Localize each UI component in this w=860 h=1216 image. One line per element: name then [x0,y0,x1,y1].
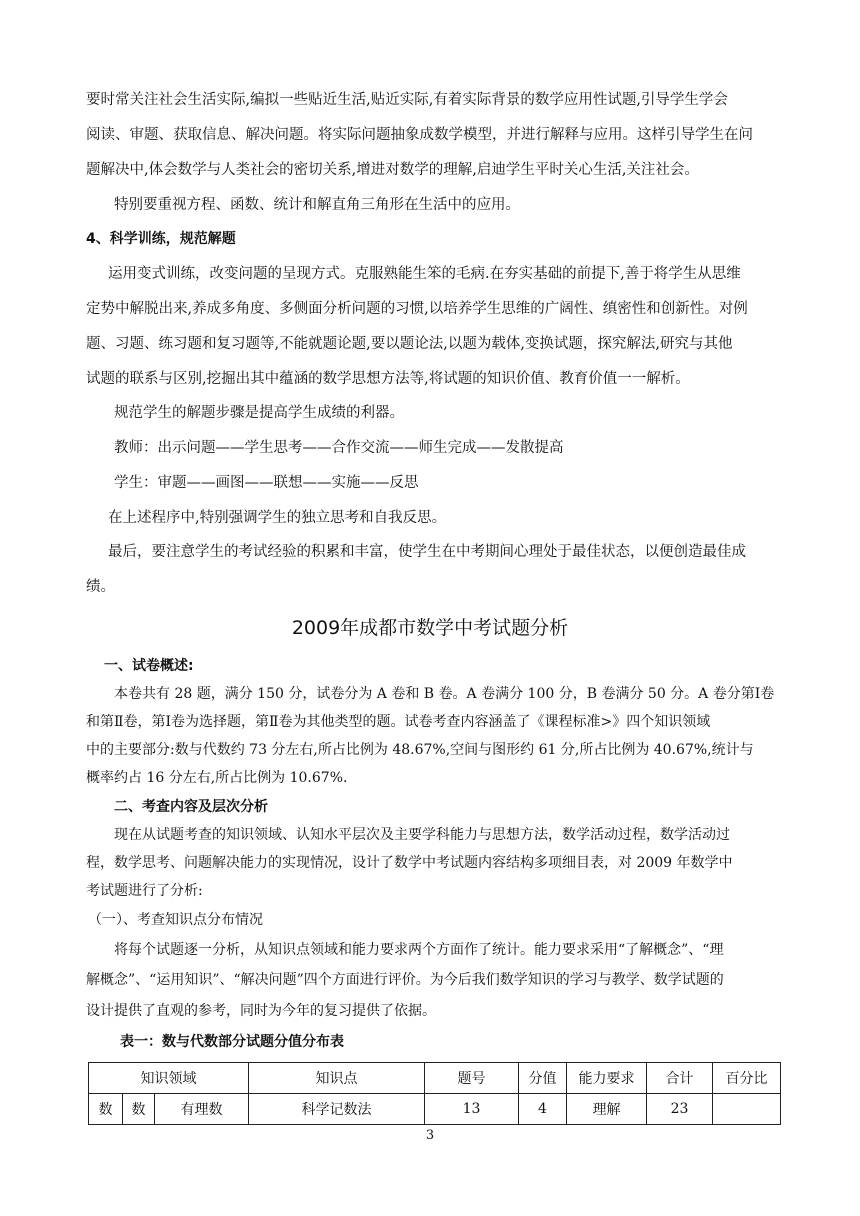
paragraph-line: 最后，要注意学生的考试经验的积累和丰富，使学生在中考期间心理处于最佳状态，以便创造最佳成 [108,544,746,560]
header-cell: 题号 [425,1063,519,1094]
header-cell: 百分比 [713,1063,781,1094]
paragraph-line: 特别要重视方程、函数、统计和解直角三角形在生活中的应用。 [114,197,520,213]
table-cell: 23 [647,1094,713,1125]
table-cell: 4 [519,1094,567,1125]
paragraph-line: 现在从试题考查的知识领域、认知水平层次及主要学科能力与思想方法，数学活动过程，数学活动过 [114,827,730,843]
paragraph-line: 定势中解脱出来,养成多角度、多侧面分析问题的习惯,以培养学生思维的广阔性、缜密性和创新性。对例 [86,301,748,317]
table-cell: 有理数 [155,1094,249,1125]
header-cell: 知识领域 [89,1063,249,1094]
paragraph-line: 和第Ⅱ卷，第Ⅰ卷为选择题，第Ⅱ卷为其他类型的题。试卷考查内容涵盖了《课程标准>》四个知识领域 [86,714,711,730]
subsection-heading: （一）、考查知识点分布情况 [88,912,263,928]
paragraph-line: 运用变式训练，改变问题的呈现方式。克服熟能生笨的毛病.在夯实基础的前提下,善于将学生从思维 [108,266,741,282]
table-cell: 数 [123,1094,155,1125]
paragraph-line: 规范学生的解题步骤是提高学生成绩的利器。 [114,405,404,421]
paragraph-line: 考试题进行了分析: [86,883,203,899]
header-cell: 知识点 [249,1063,425,1094]
table-cell: 科学记数法 [249,1094,425,1125]
table-header-row [89,1063,781,1094]
paragraph-line: 解概念”、“运用知识”、“解决问题”四个方面进行评价。为今后我们数学知识的学习与教学、数学试题的 [86,972,724,988]
paragraph-line: 设计提供了直观的参考，同时为今年的复习提供了依据。 [86,1003,436,1019]
paragraph-line: 中的主要部分:数与代数约 73 分左右,所占比例为 48.67%,空间与图形约 61 分,所占比例为 40.67%,统计与 [86,742,754,758]
paragraph-line: 本卷共有 28 题，满分 150 分，试卷分为 A 卷和 B 卷。A 卷满分 100 分，B 卷满分 50 分。A 卷分第Ⅰ卷 [114,686,775,702]
header-cell: 分值 [519,1063,567,1094]
section-heading: 一、试卷概述: [104,658,194,674]
score-distribution-table [88,1062,781,1125]
paragraph-line: 将每个试题逐一分析，从知识点领域和能力要求两个方面作了统计。能力要求采用“了解概念”、“理 [114,942,724,958]
table-title: 表一：数与代数部分试题分值分布表 [120,1034,344,1050]
paragraph-line: 程，数学思考、问题解决能力的实现情况，设计了数学中考试题内容结构多项细目表，对 2009 年数学中 [86,855,733,871]
table-cell: 13 [425,1094,519,1125]
teacher-steps: 教师：出示问题——学生思考——合作交流——师生完成——发散提高 [114,440,564,456]
paragraph-line: 阅读、审题、获取信息、解决问题。将实际问题抽象成数学模型，并进行解释与应用。这样引导学生在问 [86,127,753,143]
paragraph-line: 题解决中,体会数学与人类社会的密切关系,增进对数学的理解,启迪学生平时关心生活,关注社会。 [86,162,699,178]
paragraph-line: 试题的联系与区别,挖掘出其中蕴涵的数学思想方法等,将试题的知识价值、教育价值一一解析。 [86,371,690,387]
table-cell [713,1094,781,1125]
paragraph-line: 要时常关注社会生活实际,编拟一些贴近生活,贴近实际,有着实际背景的数学应用性试题,引导学生学会 [86,92,728,108]
page-number: 3 [425,1128,435,1143]
header-cell: 能力要求 [567,1063,647,1094]
section-heading: 4、科学训练，规范解题 [86,231,236,247]
paragraph-line: 在上述程序中,特别强调学生的独立思考和自我反思。 [108,510,447,526]
table-cell: 理解 [567,1094,647,1125]
page-title: 2009年成都市数学中考试题分析 [291,617,569,639]
paragraph-line: 题、习题、练习题和复习题等,不能就题论题,要以题论法,以题为载体,变换试题，探究解法,研究与其他 [86,336,733,352]
table-row [89,1094,781,1125]
paragraph-line: 概率约占 16 分左右,所占比例为 10.67%. [86,770,348,786]
section-heading: 二、考查内容及层次分析 [114,799,268,815]
table-cell: 数 [89,1094,123,1125]
paragraph-line: 绩。 [86,579,115,595]
header-cell: 合计 [647,1063,713,1094]
student-steps: 学生：审题——画图——联想——实施——反思 [114,475,419,491]
